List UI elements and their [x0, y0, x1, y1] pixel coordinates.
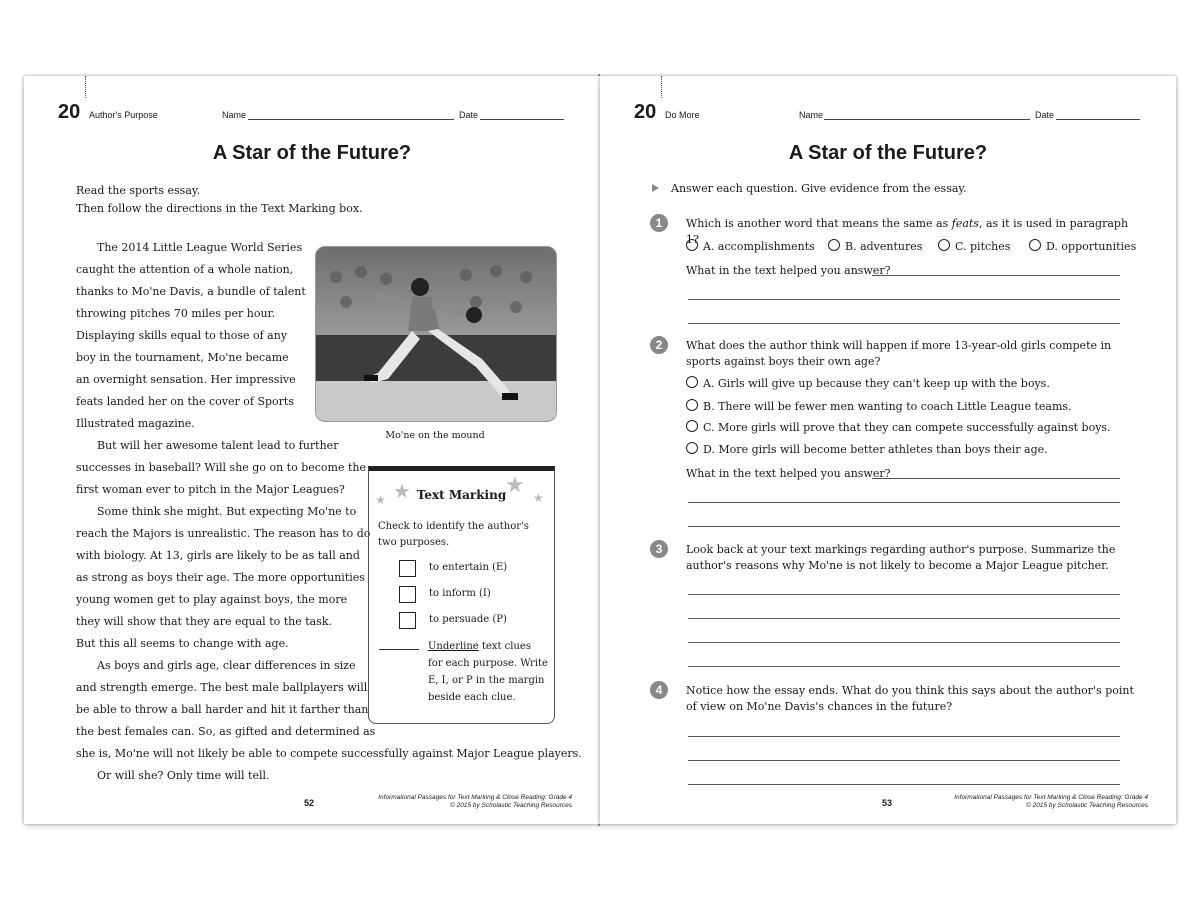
q2-option-b[interactable]: B. There will be fewer men wanting to coach Little League teams. [686, 399, 1072, 413]
answer-line[interactable] [688, 642, 1120, 643]
essay-line: Or will she? Only time will tell. [97, 769, 270, 782]
essay-line: be able to throw a ball harder and hit it farther than [76, 703, 369, 716]
essay-line: thanks to Mo'ne Davis, a bundle of talent [76, 285, 306, 298]
entertain-checkbox[interactable] [399, 560, 416, 577]
page-title: A Star of the Future? [212, 142, 412, 164]
evidence-prompt: What in the text helped you answer? [686, 264, 891, 277]
page-number: 52 [304, 798, 315, 808]
essay-line: boy in the tournament, Mo'ne became [76, 351, 289, 364]
answer-line[interactable] [688, 666, 1120, 667]
radio-icon [686, 376, 698, 388]
date-label: Date [1035, 110, 1055, 120]
essay-line: she is, Mo'ne will not likely be able to compete successfully against Major League players. [76, 747, 582, 760]
answer-line[interactable] [688, 736, 1120, 737]
text-marking-box [368, 466, 555, 724]
date-field[interactable] [480, 119, 564, 120]
inform-checkbox[interactable] [399, 586, 416, 603]
essay-line: caught the attention of a whole nation, [76, 263, 294, 276]
essay-line: The 2014 Little League World Series [97, 241, 303, 254]
underline-instruction: Underline text clues [428, 641, 531, 652]
tm-instruction: two purposes. [378, 537, 450, 548]
section-label: Author's Purpose [89, 110, 158, 120]
answer-line[interactable] [688, 526, 1120, 527]
header-divider [661, 76, 662, 98]
left-page [24, 76, 600, 824]
question-number-badge: 2 [650, 336, 668, 354]
essay-line: as strong as boys their age. The more opportunities [76, 571, 365, 584]
tm-clue-line: for each purpose. Write [428, 658, 548, 669]
evidence-prompt: What in the text helped you answer? [686, 467, 891, 480]
radio-icon [1029, 239, 1041, 251]
question-number-badge: 4 [650, 681, 668, 699]
essay-line: they will show that they are equal to the task. [76, 615, 333, 628]
answer-line[interactable] [688, 760, 1120, 761]
star-icon: ★ [375, 493, 386, 507]
answer-line[interactable] [688, 502, 1120, 503]
answer-line[interactable] [872, 478, 1120, 479]
tm-instruction: Check to identify the author's [378, 521, 529, 532]
pitcher-photo [315, 246, 557, 422]
name-label: Name [799, 110, 824, 120]
essay-line: But this all seems to change with age. [76, 637, 289, 650]
essay-line: first woman ever to pitch in the Major Leagues? [76, 483, 345, 496]
q1-option-c[interactable]: C. pitches [938, 239, 1010, 253]
name-field[interactable] [824, 119, 1030, 120]
q2-option-d[interactable]: D. More girls will become better athletes than boys their age. [686, 442, 1048, 456]
inform-label: to inform (I) [429, 588, 491, 599]
persuade-label: to persuade (P) [429, 614, 507, 625]
essay-line: But will her awesome talent lead to further [97, 439, 339, 452]
answer-line[interactable] [688, 594, 1120, 595]
essay-line: with biology. At 13, girls are likely to be as tall and [76, 549, 360, 562]
radio-icon [938, 239, 950, 251]
tm-clue-line: E, I, or P in the margin [428, 675, 545, 686]
footer-credit: Informational Passages for Text Marking & Close Reading: Grade 4 © 2015 by Scholastic Teaching Resources [378, 794, 572, 809]
question-4-text: Notice how the essay ends. What do you think this says about the author's point of view on Mo'ne Davis's chances in the future? [686, 684, 1134, 713]
right-page [600, 76, 1176, 824]
question-2-text: What does the author think will happen if more 13-year-old girls compete in sports against boys their own age? [686, 339, 1112, 368]
radio-icon [686, 239, 698, 251]
essay-line: feats landed her on the cover of Sports [76, 395, 294, 408]
text-marking-title: Text Marking [416, 488, 507, 502]
persuade-checkbox[interactable] [399, 612, 416, 629]
essay-line: reach the Majors is unrealistic. The reason has to do [76, 527, 371, 540]
date-field[interactable] [1056, 119, 1140, 120]
essay-line: Illustrated magazine. [76, 417, 195, 430]
question-1-text: Which is another word that means the same as feats, as it is used in paragraph 1? [686, 217, 1129, 246]
intro-line: Then follow the directions in the Text Marking box. [76, 202, 363, 215]
radio-icon [686, 399, 698, 411]
essay-line: throwing pitches 70 miles per hour. [76, 307, 276, 320]
entertain-label: to entertain (E) [429, 562, 508, 573]
essay-line: and strength emerge. The best male ballplayers will [76, 681, 368, 694]
q2-option-c[interactable]: C. More girls will prove that they can compete successfully against boys. [686, 420, 1111, 434]
date-label: Date [459, 110, 479, 120]
answer-line[interactable] [688, 299, 1120, 300]
question-number-badge: 3 [650, 540, 668, 558]
essay-line: young women get to play against boys, the more [76, 593, 348, 606]
answer-line[interactable] [688, 323, 1120, 324]
essay-line: an overnight sensation. Her impressive [76, 373, 296, 386]
answer-line[interactable] [688, 784, 1120, 785]
photo-caption: Mo'ne on the mound [385, 430, 485, 441]
name-label: Name [222, 110, 247, 120]
header-divider [85, 76, 86, 98]
answer-line[interactable] [688, 618, 1120, 619]
radio-icon [686, 420, 698, 432]
question-3-text: Look back at your text markings regarding author's purpose. Summarize the author's reasons why Mo'ne is not likely to become a Major League pitcher. [686, 543, 1116, 572]
name-field[interactable] [248, 119, 454, 120]
bullet-arrow-icon [652, 184, 659, 192]
essay-line: Displaying skills equal to those of any [76, 329, 288, 342]
radio-icon [828, 239, 840, 251]
lesson-number: 20 [58, 101, 81, 123]
essay-line: Some think she might. But expecting Mo'ne to [97, 505, 357, 518]
essay-line: successes in baseball? Will she go on to become the [76, 461, 366, 474]
star-icon: ★ [533, 491, 544, 505]
q1-option-b[interactable]: B. adventures [828, 239, 922, 253]
star-icon: ★ [393, 479, 411, 503]
essay-line: the best females can. So, as gifted and determined as [76, 725, 376, 738]
answer-line[interactable] [872, 275, 1120, 276]
section-label: Do More [665, 110, 700, 120]
q1-option-d[interactable]: D. opportunities [1029, 239, 1136, 253]
q1-option-a[interactable]: A. accomplishments [686, 239, 815, 253]
underline-sample [379, 649, 419, 650]
essay-line: As boys and girls age, clear differences in size [97, 659, 356, 672]
page-number: 53 [882, 798, 893, 808]
tm-clue-line: beside each clue. [428, 692, 516, 703]
radio-icon [686, 442, 698, 454]
star-icon: ★ [505, 473, 525, 498]
q2-option-a[interactable]: A. Girls will give up because they can't keep up with the boys. [686, 376, 1050, 390]
footer-credit: Informational Passages for Text Marking & Close Reading: Grade 4 © 2015 by Scholastic Teaching Resources [954, 794, 1148, 809]
lesson-number: 20 [634, 101, 657, 123]
instruction-text: Answer each question. Give evidence from the essay. [671, 182, 967, 195]
intro-line: Read the sports essay. [76, 184, 201, 197]
page-title: A Star of the Future? [788, 142, 988, 164]
question-number-badge: 1 [650, 214, 668, 232]
